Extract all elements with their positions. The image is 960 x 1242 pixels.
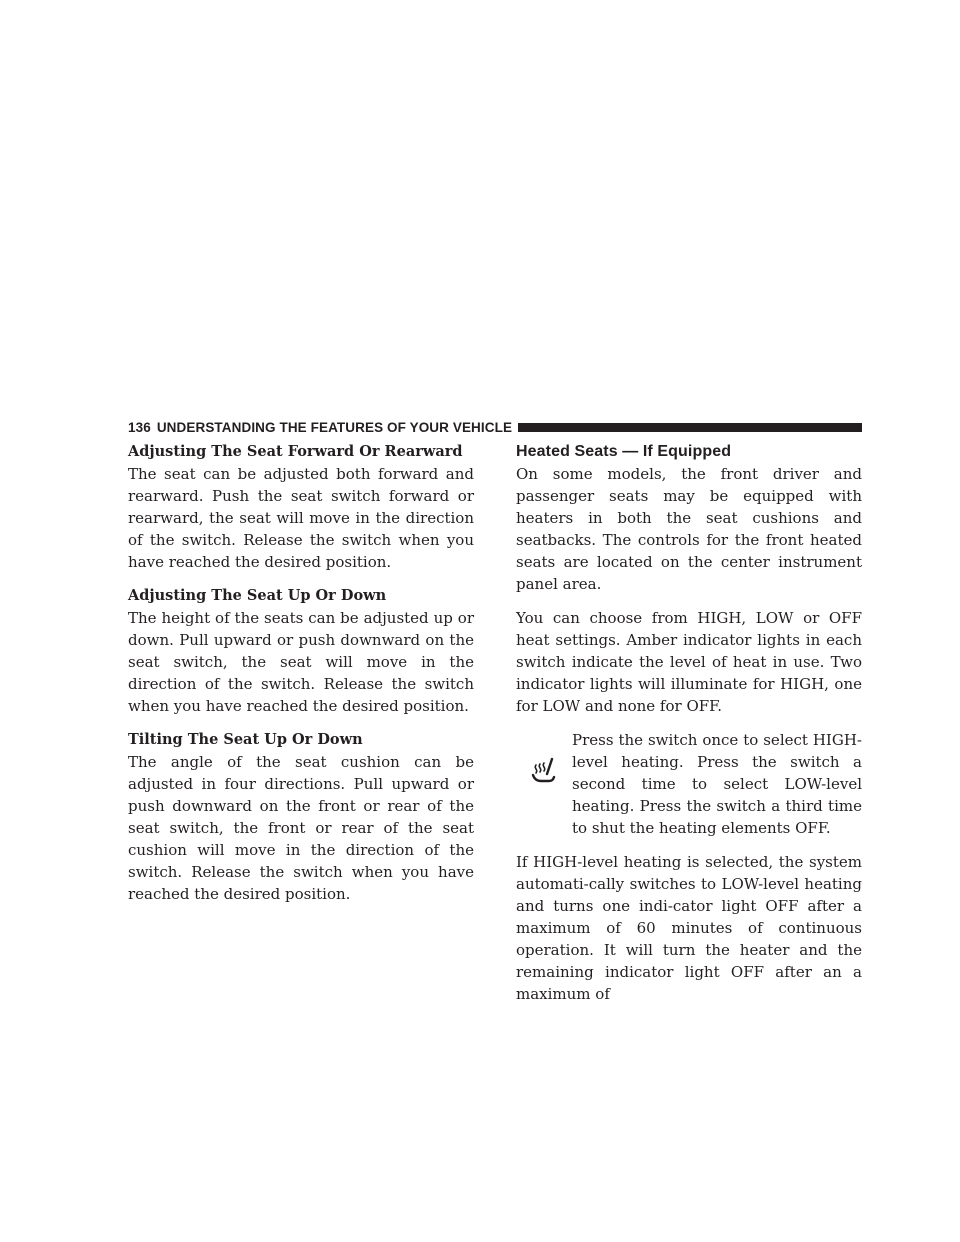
heated-seats-auto-off: If HIGH-level heating is selected, the system automati-cally switches to LOW-level heating and turns one indi-cator light OFF after a maximum of 60 minutes of continuous operation. It will turn the heater and the remaining indicator light OFF after an a maximum of bbox=[516, 853, 862, 1003]
heated-seats-intro: On some models, the front driver and passenger seats may be equipped with heaters in both the seat cushions and seatbacks. The controls for the front heated seats are located on the center instrument panel area. bbox=[516, 465, 862, 593]
section-body-up-down: The height of the seats can be adjusted up or down. Pull upward or push downward on the seat switch, the seat will move in the direction of the switch. Release the switch when you have reached the desired position. bbox=[128, 609, 474, 715]
page-number: 136 bbox=[128, 419, 151, 435]
chapter-title: UNDERSTANDING THE FEATURES OF YOUR VEHICLE bbox=[156, 419, 513, 435]
heated-seat-icon bbox=[516, 729, 572, 785]
right-column bbox=[516, 441, 862, 1017]
left-column bbox=[128, 441, 474, 917]
section-heading-tilting: Tilting The Seat Up Or Down bbox=[128, 731, 363, 748]
section-body-tilting: The angle of the seat cushion can be adjusted in four directions. Pull upward or push downward on the front or rear of the seat switch, the front or rear of the seat cushion will move in the direction of the switch. Release the switch when you have reached the desired position. bbox=[128, 753, 474, 903]
page-header bbox=[128, 418, 862, 436]
heated-seat-instruction bbox=[516, 729, 862, 839]
section-heading-forward-rearward: Adjusting The Seat Forward Or Rearward bbox=[128, 443, 463, 460]
heated-seat-switch-text: Press the switch once to select HIGH-level heating. Press the switch a second time to select LOW-level heating. Press the switch a third time to shut the heating elements OFF. bbox=[572, 731, 862, 837]
heated-seats-settings: You can choose from HIGH, LOW or OFF heat settings. Amber indicator lights in each switch indicate the level of heat in use. Two indicator lights will illuminate for HIGH, one for LOW and none for OFF. bbox=[516, 609, 862, 715]
header-rule bbox=[518, 423, 862, 432]
heated-seats-heading: Heated Seats — If Equipped bbox=[516, 443, 732, 460]
section-body-forward-rearward: The seat can be adjusted both forward and rearward. Push the seat switch forward or rearward, the seat will move in the direction of the switch. Release the switch when you have reached the desired position. bbox=[128, 465, 474, 571]
section-heading-up-down: Adjusting The Seat Up Or Down bbox=[128, 587, 387, 604]
